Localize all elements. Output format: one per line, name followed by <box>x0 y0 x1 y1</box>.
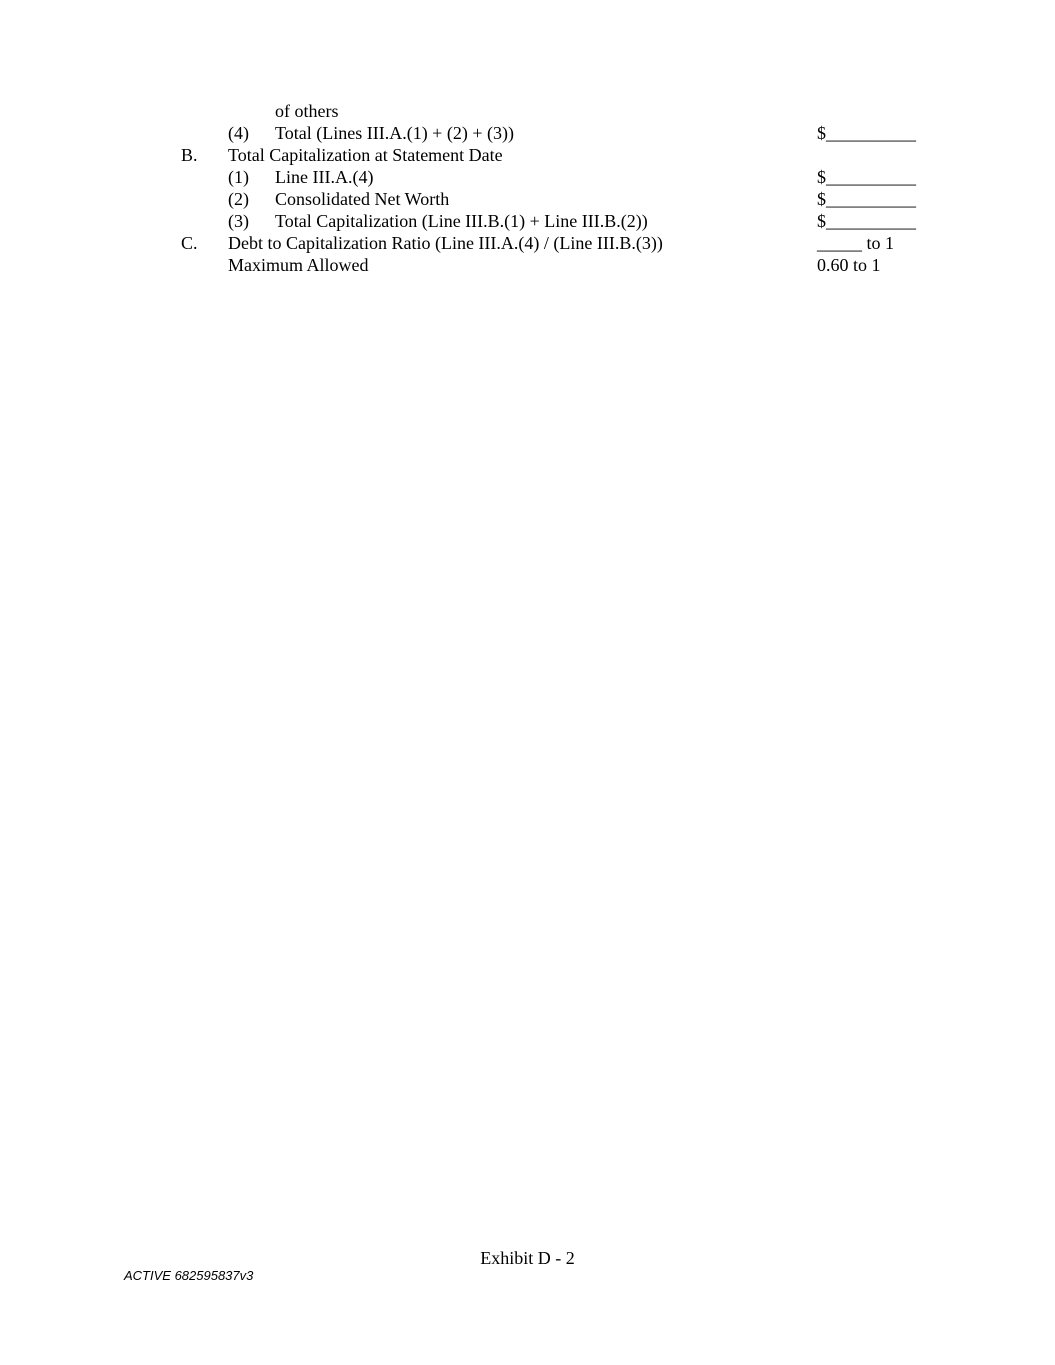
amount-blank: $__________ <box>817 211 916 231</box>
row-text: Total (Lines III.A.(1) + (2) + (3)) <box>275 123 514 143</box>
row-text: Total Capitalization (Line III.B.(1) + Line III.B.(2)) <box>275 211 648 231</box>
section-heading: Debt to Capitalization Ratio (Line III.A.(4) / (Line III.B.(3)) <box>228 233 663 253</box>
row-text: Line III.A.(4) <box>275 167 374 187</box>
row-text: of others <box>275 101 339 121</box>
row-of-others <box>0 100 1055 122</box>
row-number: (4) <box>228 123 249 143</box>
row-b3 <box>0 210 1055 232</box>
page-label: Exhibit D - 2 <box>480 1248 575 1268</box>
ratio-blank: _____ to 1 <box>817 233 895 253</box>
section-letter: C. <box>181 233 198 253</box>
row-b1 <box>0 166 1055 188</box>
row-number: (1) <box>228 167 249 187</box>
document-id: ACTIVE 682595837v3 <box>124 1268 254 1283</box>
amount-blank: $__________ <box>817 167 916 187</box>
section-heading: Total Capitalization at Statement Date <box>228 145 503 165</box>
row-text: Maximum Allowed <box>228 255 369 275</box>
row-text: Consolidated Net Worth <box>275 189 450 209</box>
row-number: (3) <box>228 211 249 231</box>
row-a4-total <box>0 122 1055 144</box>
amount-blank: $__________ <box>817 123 916 143</box>
row-number: (2) <box>228 189 249 209</box>
row-maximum-allowed <box>0 254 1055 276</box>
amount-blank: $__________ <box>817 189 916 209</box>
ratio-value: 0.60 to 1 <box>817 255 881 275</box>
section-letter: B. <box>181 145 198 165</box>
row-b2 <box>0 188 1055 210</box>
row-section-c <box>0 232 1055 254</box>
row-section-b <box>0 144 1055 166</box>
